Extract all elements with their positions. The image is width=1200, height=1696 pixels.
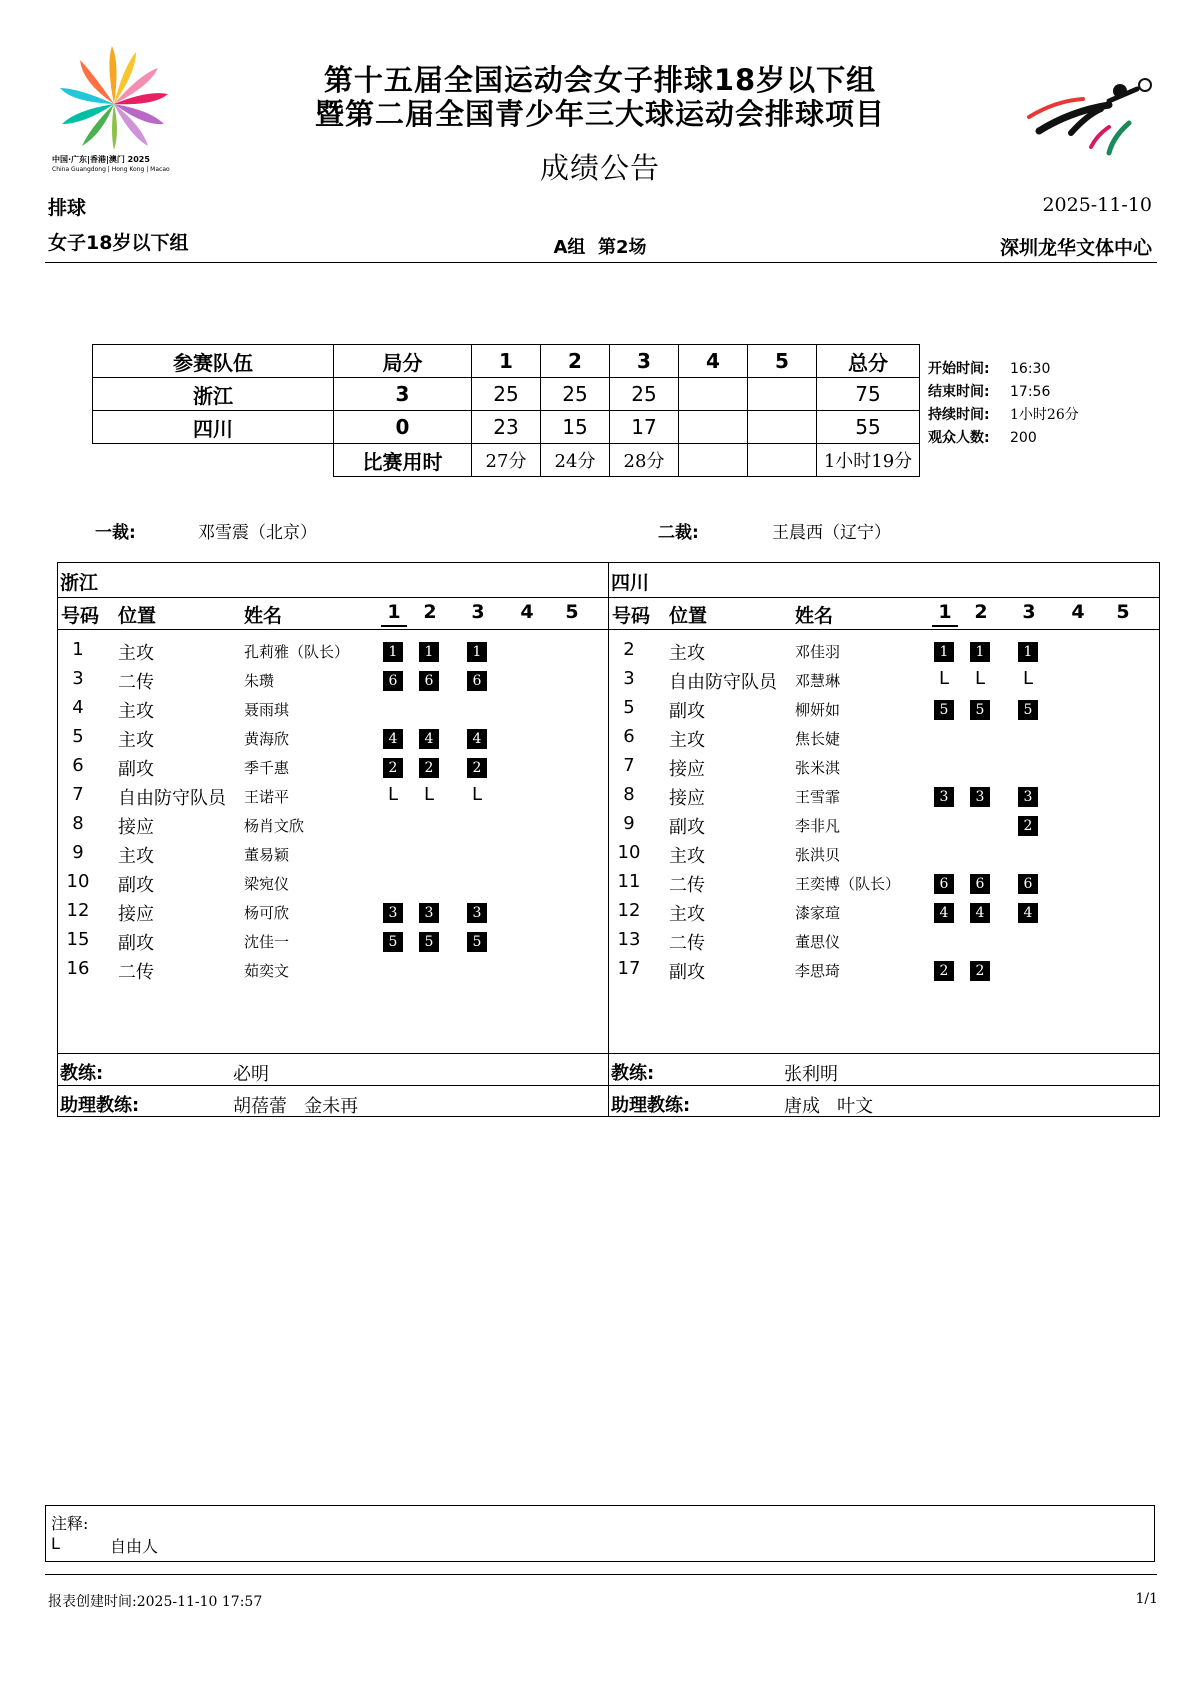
set-score-cell — [748, 378, 817, 411]
lineup-position-badge: 5 — [419, 932, 439, 952]
lineup-position-badge: 4 — [1018, 903, 1038, 923]
header-divider — [45, 262, 1157, 263]
team-name: 浙江 — [60, 572, 99, 594]
header-cell: 3 — [610, 345, 679, 378]
player-position: 主攻 — [118, 643, 154, 664]
player-row — [609, 726, 1159, 754]
lineup-position-badge: 4 — [934, 903, 954, 923]
player-name: 孔莉雅（队长） — [244, 643, 350, 661]
set-duration-cell: 24分 — [541, 444, 610, 477]
player-name: 王奕博（队长） — [795, 875, 901, 893]
lineup-position-badge: 1 — [934, 642, 954, 662]
player-row — [58, 697, 608, 725]
player-row — [58, 842, 608, 870]
logo-caption-en: China Guangdong | Hong Kong | Macao — [52, 166, 170, 173]
set-header: 5 — [565, 601, 579, 623]
lineup-position-badge: 5 — [1018, 700, 1038, 720]
name-header: 姓名 — [795, 605, 834, 627]
set-header: 3 — [471, 601, 485, 623]
player-number: 12 — [66, 900, 90, 921]
player-number: 15 — [66, 929, 90, 950]
event-title-line1: 第十五届全国运动会女子排球18岁以下组 — [323, 63, 877, 97]
set-header-underline — [932, 625, 958, 627]
player-name: 沈佳一 — [244, 933, 290, 951]
roster-divider — [58, 629, 608, 630]
player-number: 10 — [66, 871, 90, 892]
player-number: 16 — [66, 958, 90, 979]
total-cell: 55 — [817, 411, 920, 444]
player-number: 4 — [72, 697, 84, 718]
player-position: 接应 — [669, 759, 705, 780]
set-duration-cell — [679, 444, 748, 477]
lineup-position-badge: 6 — [383, 671, 403, 691]
set-score-cell: 17 — [610, 411, 679, 444]
set-score-cell — [679, 378, 748, 411]
player-position: 二传 — [118, 672, 154, 693]
player-row — [58, 668, 608, 696]
set-duration-cell: 28分 — [610, 444, 679, 477]
roster-divider — [609, 597, 1159, 598]
player-name: 焦长婕 — [795, 730, 841, 748]
player-position: 副攻 — [118, 875, 154, 896]
start-time: 开始时间: 16:30 — [928, 361, 1051, 377]
team-cell: 四川 — [93, 411, 334, 444]
player-row — [609, 639, 1159, 667]
player-name: 柳妍如 — [795, 701, 841, 719]
name-header: 姓名 — [244, 605, 283, 627]
lineup-position-badge: 4 — [970, 903, 990, 923]
second-referee: 王晨西（辽宁） — [772, 523, 891, 543]
player-number: 12 — [617, 900, 641, 921]
footer-divider — [45, 1574, 1157, 1575]
player-row — [58, 929, 608, 957]
set-header: 4 — [1071, 601, 1085, 623]
player-number: 17 — [617, 958, 641, 979]
set-header: 4 — [520, 601, 534, 623]
lineup-position-badge: 5 — [467, 932, 487, 952]
lineup-position-badge: 2 — [383, 758, 403, 778]
lineup-position-badge: 5 — [934, 700, 954, 720]
player-position: 主攻 — [669, 643, 705, 664]
player-row — [609, 842, 1159, 870]
header-cell: 5 — [748, 345, 817, 378]
set-score-cell: 25 — [472, 378, 541, 411]
set-score-cell: 15 — [541, 411, 610, 444]
total-cell: 75 — [817, 378, 920, 411]
lineup-position-badge: 6 — [467, 671, 487, 691]
lineup-position-badge: 6 — [419, 671, 439, 691]
player-name: 董易颖 — [244, 846, 290, 864]
player-position: 二传 — [118, 962, 154, 983]
lineup-position-badge: 3 — [383, 903, 403, 923]
player-position: 主攻 — [118, 701, 154, 722]
player-number: 10 — [617, 842, 641, 863]
coach-label: 教练: — [611, 1063, 655, 1084]
header-cell: 局分 — [334, 345, 472, 378]
coach-name: 张利明 — [784, 1064, 838, 1085]
lineup-position-badge: 3 — [467, 903, 487, 923]
set-duration-cell — [748, 444, 817, 477]
player-row — [609, 813, 1159, 841]
score-table — [92, 344, 920, 477]
player-row — [58, 784, 608, 812]
roster-divider — [58, 597, 608, 598]
player-row — [609, 755, 1159, 783]
player-position: 副攻 — [118, 933, 154, 954]
lineup-position-badge: 3 — [419, 903, 439, 923]
player-name: 黄海欣 — [244, 730, 290, 748]
assistant-coach-label: 助理教练: — [60, 1095, 140, 1116]
notes-value: 自由人 — [110, 1537, 159, 1556]
staff-divider — [609, 1085, 1159, 1086]
number-header: 号码 — [61, 605, 100, 627]
libero-mark: L — [974, 668, 986, 689]
player-row — [58, 639, 608, 667]
set-header: 2 — [974, 601, 988, 623]
player-position: 主攻 — [669, 846, 705, 867]
player-name: 王雪霏 — [795, 788, 841, 806]
player-position: 副攻 — [118, 759, 154, 780]
sport-label: 排球 — [48, 197, 87, 219]
player-number: 8 — [72, 813, 84, 834]
player-position: 接应 — [118, 817, 154, 838]
player-row — [58, 813, 608, 841]
category-label: 女子18岁以下组 — [48, 232, 189, 254]
player-position: 主攻 — [669, 904, 705, 925]
player-number: 13 — [617, 929, 641, 950]
lineup-position-badge: 1 — [1018, 642, 1038, 662]
player-number: 9 — [623, 813, 635, 834]
notes-label: 注释: — [51, 1514, 89, 1533]
header-cell: 总分 — [817, 345, 920, 378]
roster-divider — [609, 629, 1159, 630]
lineup-position-badge: 3 — [1018, 787, 1038, 807]
sets-won-cell: 0 — [334, 411, 472, 444]
staff-divider — [609, 1053, 1159, 1054]
lineup-position-badge: 4 — [467, 729, 487, 749]
libero-mark: L — [387, 784, 399, 805]
libero-mark: L — [938, 668, 950, 689]
player-row — [609, 668, 1159, 696]
lineup-position-badge: 3 — [934, 787, 954, 807]
player-row — [609, 958, 1159, 986]
lineup-position-badge: 4 — [419, 729, 439, 749]
player-position: 自由防守队员 — [669, 672, 777, 693]
match-date: 2025-11-10 — [1042, 194, 1152, 216]
page-subtitle: 成绩公告 — [539, 151, 660, 185]
set-header: 2 — [423, 601, 437, 623]
set-header: 3 — [1022, 601, 1036, 623]
player-number: 11 — [617, 871, 641, 892]
player-row — [609, 900, 1159, 928]
player-row — [609, 871, 1159, 899]
assistant-coach-label: 助理教练: — [611, 1095, 691, 1116]
player-number: 5 — [72, 726, 84, 747]
player-position: 副攻 — [669, 817, 705, 838]
duration-row — [93, 444, 920, 477]
player-number: 3 — [623, 668, 635, 689]
staff-divider — [58, 1053, 608, 1054]
player-position: 副攻 — [669, 701, 705, 722]
player-name: 漆家瑄 — [795, 904, 841, 922]
player-name: 邓佳羽 — [795, 643, 841, 661]
player-number: 3 — [72, 668, 84, 689]
staff-divider — [58, 1085, 608, 1086]
player-row — [58, 755, 608, 783]
player-number: 7 — [623, 755, 635, 776]
player-name: 朱瓒 — [244, 672, 275, 690]
lineup-position-badge: 3 — [970, 787, 990, 807]
position-header: 位置 — [118, 605, 157, 627]
event-title-line2: 暨第二届全国青少年三大球运动会排球项目 — [314, 97, 885, 131]
roster-team-1 — [57, 562, 609, 1117]
end-time: 结束时间: 17:56 — [928, 384, 1051, 400]
player-position: 主攻 — [118, 730, 154, 751]
player-position: 二传 — [669, 875, 705, 896]
report-created-time: 报表创建时间:2025-11-10 17:57 — [48, 1594, 263, 1610]
player-position: 接应 — [669, 788, 705, 809]
lineup-position-badge: 1 — [467, 642, 487, 662]
libero-mark: L — [423, 784, 435, 805]
lineup-position-badge: 2 — [467, 758, 487, 778]
lineup-position-badge: 4 — [383, 729, 403, 749]
libero-mark: L — [1022, 668, 1034, 689]
player-row — [609, 784, 1159, 812]
set-header: 5 — [1116, 601, 1130, 623]
position-header: 位置 — [669, 605, 708, 627]
lineup-position-badge: 1 — [383, 642, 403, 662]
notes-key: L — [51, 1534, 60, 1553]
lineup-position-badge: 2 — [419, 758, 439, 778]
coach-name: 必明 — [233, 1064, 269, 1085]
lineup-position-badge: 2 — [1018, 816, 1038, 836]
header-cell: 1 — [472, 345, 541, 378]
player-row — [58, 871, 608, 899]
libero-mark: L — [471, 784, 483, 805]
header-cell: 2 — [541, 345, 610, 378]
player-name: 王诺平 — [244, 788, 290, 806]
player-name: 张米淇 — [795, 759, 841, 777]
player-name: 董思仪 — [795, 933, 841, 951]
page-number: 1/1 — [1135, 1591, 1158, 1607]
lineup-position-badge: 1 — [419, 642, 439, 662]
set-duration-cell: 27分 — [472, 444, 541, 477]
lineup-position-badge: 1 — [970, 642, 990, 662]
duration: 持续时间: 1小时26分 — [928, 407, 1079, 423]
player-number: 1 — [72, 639, 84, 660]
logo-caption-cn: 中国·广东|香港|澳门 2025 — [52, 155, 150, 164]
player-name: 邓慧琳 — [795, 672, 841, 690]
lineup-position-badge: 6 — [1018, 874, 1038, 894]
lineup-position-badge: 6 — [934, 874, 954, 894]
player-number: 8 — [623, 784, 635, 805]
header-cell: 参赛队伍 — [93, 345, 334, 378]
total-duration-cell: 1小时19分 — [817, 444, 920, 477]
audience: 观众人数: 200 — [928, 430, 1037, 446]
player-number: 7 — [72, 784, 84, 805]
score-header-row — [93, 345, 920, 378]
header-cell: 4 — [679, 345, 748, 378]
sets-won-cell: 3 — [334, 378, 472, 411]
set-header-underline — [381, 625, 407, 627]
player-name: 李非凡 — [795, 817, 841, 835]
player-number: 9 — [72, 842, 84, 863]
player-row — [609, 697, 1159, 725]
set-score-cell — [679, 411, 748, 444]
score-row — [93, 378, 920, 411]
roster-team-2 — [609, 562, 1160, 1117]
player-position: 主攻 — [118, 846, 154, 867]
first-referee: 邓雪震（北京） — [198, 523, 317, 543]
player-row — [609, 929, 1159, 957]
team-name: 四川 — [611, 572, 650, 594]
player-position: 二传 — [669, 933, 705, 954]
player-position: 接应 — [118, 904, 154, 925]
coach-label: 教练: — [60, 1063, 104, 1084]
player-position: 主攻 — [669, 730, 705, 751]
player-row — [58, 726, 608, 754]
player-number: 2 — [623, 639, 635, 660]
lineup-position-badge: 6 — [970, 874, 990, 894]
player-position: 副攻 — [669, 962, 705, 983]
player-number: 5 — [623, 697, 635, 718]
player-name: 李思琦 — [795, 962, 841, 980]
set-header: 1 — [387, 601, 401, 623]
second-referee-label: 二裁: — [658, 523, 699, 543]
lineup-position-badge: 2 — [934, 961, 954, 981]
player-number: 6 — [623, 726, 635, 747]
lineup-position-badge: 5 — [383, 932, 403, 952]
player-name: 茹奕文 — [244, 962, 290, 980]
lineup-position-badge: 5 — [970, 700, 990, 720]
venue-label: 深圳龙华文体中心 — [999, 237, 1152, 259]
set-score-cell: 23 — [472, 411, 541, 444]
set-header: 1 — [938, 601, 952, 623]
empty-cell — [93, 444, 334, 477]
player-position: 自由防守队员 — [118, 788, 226, 809]
set-score-cell: 25 — [541, 378, 610, 411]
duration-label-cell: 比赛用时 — [334, 444, 472, 477]
first-referee-label: 一裁: — [95, 523, 136, 543]
player-number: 6 — [72, 755, 84, 776]
team-cell: 浙江 — [93, 378, 334, 411]
notes-box — [45, 1505, 1155, 1562]
assistant-coach-names: 唐成 叶文 — [784, 1096, 874, 1117]
set-score-cell: 25 — [610, 378, 679, 411]
player-name: 张洪贝 — [795, 846, 841, 864]
player-name: 杨可欣 — [244, 904, 290, 922]
player-row — [58, 958, 608, 986]
player-row — [58, 900, 608, 928]
lineup-position-badge: 2 — [970, 961, 990, 981]
match-label: A组 第2场 — [553, 237, 647, 258]
number-header: 号码 — [612, 605, 651, 627]
player-name: 季千惠 — [244, 759, 290, 777]
player-name: 杨肖文欣 — [244, 817, 305, 835]
score-row — [93, 411, 920, 444]
set-score-cell — [748, 411, 817, 444]
player-name: 梁宛仪 — [244, 875, 290, 893]
assistant-coach-names: 胡蓓蕾 金未再 — [233, 1096, 359, 1117]
player-name: 聂雨琪 — [244, 701, 290, 719]
